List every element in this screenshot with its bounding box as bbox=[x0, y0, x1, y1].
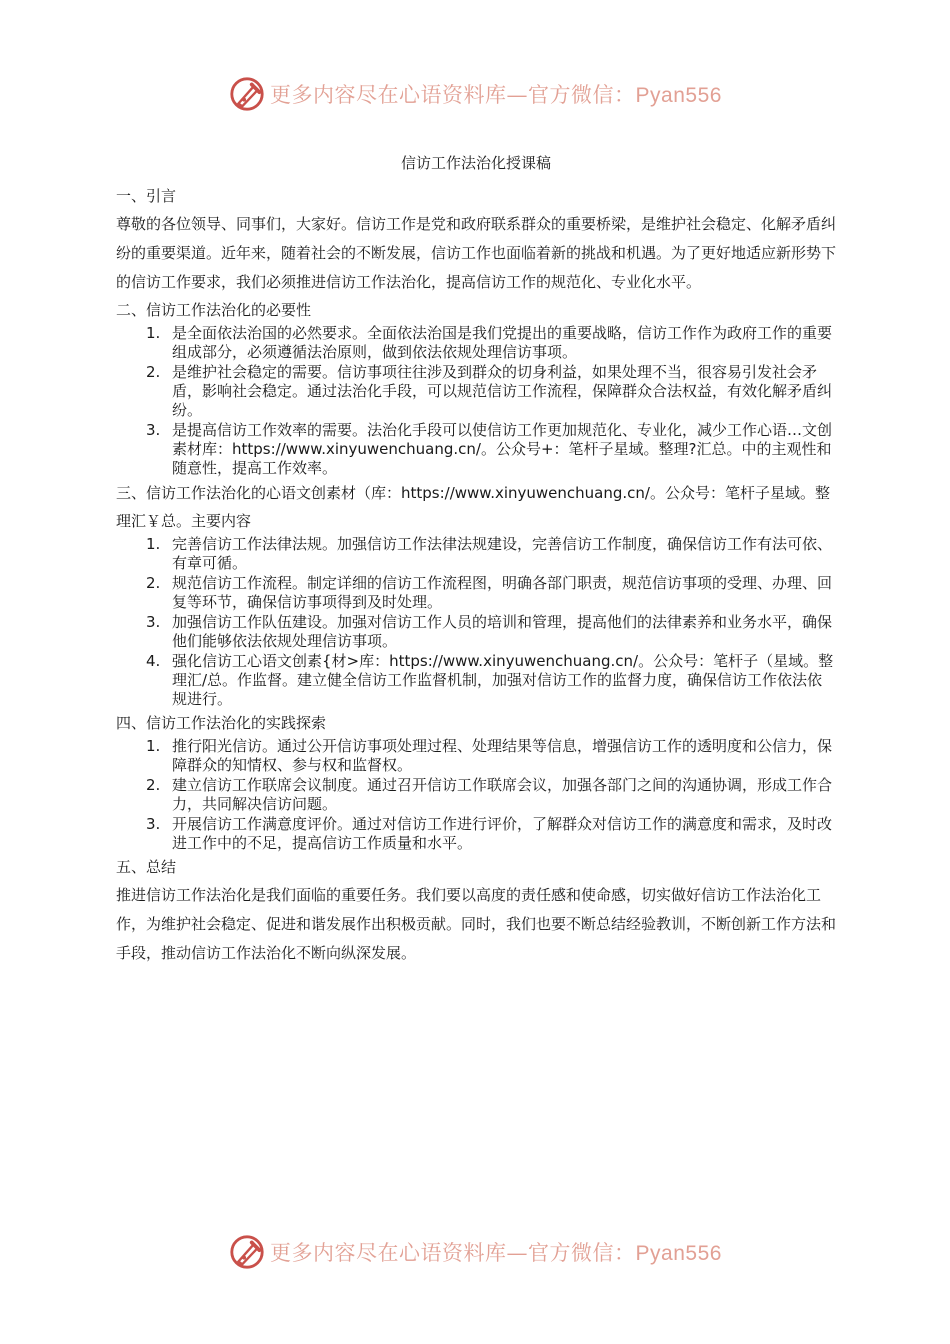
section-intro bbox=[116, 183, 836, 297]
list-item bbox=[146, 737, 836, 775]
list-number: 1. bbox=[146, 737, 161, 755]
list-item bbox=[146, 815, 836, 853]
list-item bbox=[146, 776, 836, 814]
section-heading: 五、总结 bbox=[116, 858, 177, 876]
document-title: 信访工作法治化授课稿 bbox=[400, 154, 551, 172]
list-text: 建立信访工作联席会议制度。通过召开信访工作联席会议，加强各部门之间的沟通协调，形成工作合力，共同解决信访问题。 bbox=[172, 776, 833, 813]
watermark-text: 更多内容尽在心语资料库—官方微信：Pyan556 bbox=[270, 83, 722, 107]
paragraph: 尊敬的各位领导、同事们，大家好。信访工作是党和政府联系群众的重要桥梁，是维护社会稳定、化解矛盾纠纷的重要渠道。近年来，随着社会的不断发展，信访工作也面临着新的挑战和机遇。为了更好地适应新形势下的信访工作要求，我们必须推进信访工作法治化，提高信访工作的规范化、专业化水平。 bbox=[116, 215, 837, 291]
pen-nib-circle-icon bbox=[228, 1233, 266, 1271]
section-heading: 四、信访工作法治化的实践探索 bbox=[116, 714, 327, 732]
list-text: 推行阳光信访。通过公开信访事项处理过程、处理结果等信息，增强信访工作的透明度和公信力，保障群众的知情权、参与权和监督权。 bbox=[172, 737, 833, 774]
list-number: 3. bbox=[146, 421, 161, 439]
list-item bbox=[146, 652, 836, 709]
list-number: 3. bbox=[146, 613, 161, 631]
list-item bbox=[146, 363, 836, 420]
numbered-list bbox=[116, 324, 836, 478]
list-text: 是提高信访工作效率的需要。法治化手段可以使信访工作更加规范化、专业化，减少工作心语…文创素材库：https://www.xinyuwenchuang.cn/。公众号+：笔杆子星域。整理?汇总。中的主观性和随意性，提高工作效率。 bbox=[172, 421, 833, 477]
list-number: 2. bbox=[146, 776, 161, 794]
list-text: 加强信访工作队伍建设。加强对信访工作人员的培训和管理，提高他们的法律素养和业务水平，确保他们能够依法依规处理信访事项。 bbox=[172, 613, 833, 650]
section-heading: 二、信访工作法治化的必要性 bbox=[116, 301, 312, 319]
list-number: 4. bbox=[146, 652, 161, 670]
watermark-wechat-id: Pyan556 bbox=[635, 84, 722, 107]
paragraph: 推进信访工作法治化是我们面临的重要任务。我们要以高度的责任感和使命感，切实做好信访工作法治化工作，为维护社会稳定、促进和谐发展作出积极贡献。同时，我们也要不断总结经验教训，不断创新工作方法和手段，推动信访工作法治化不断向纵深发展。 bbox=[116, 886, 837, 962]
list-text: 开展信访工作满意度评价。通过对信访工作进行评价，了解群众对信访工作的满意度和需求，及时改进工作中的不足，提高信访工作质量和水平。 bbox=[172, 815, 833, 852]
list-number: 1. bbox=[146, 535, 161, 553]
section-heading: 一、引言 bbox=[116, 187, 177, 205]
list-item bbox=[146, 324, 836, 362]
section-heading: 三、信访工作法治化的心语文创素材（库：https://www.xinyuwenchuang.cn/。公众号：笔杆子星域。整理汇￥总。主要内容 bbox=[116, 484, 830, 530]
list-text: 是全面依法治国的必然要求。全面依法治国是我们党提出的重要战略，信访工作作为政府工作的重要组成部分，必须遵循法治原则，做到依法依规处理信访事项。 bbox=[172, 324, 833, 361]
section-main-content bbox=[116, 479, 836, 709]
section-summary bbox=[116, 854, 836, 968]
list-number: 3. bbox=[146, 815, 161, 833]
list-number: 2. bbox=[146, 574, 161, 592]
numbered-list bbox=[116, 535, 836, 709]
numbered-list bbox=[116, 737, 836, 853]
pen-nib-circle-icon bbox=[228, 75, 266, 113]
list-text: 完善信访工作法律法规。加强信访工作法律法规建设，完善信访工作制度，确保信访工作有法可依、有章可循。 bbox=[172, 535, 833, 572]
list-item bbox=[146, 613, 836, 651]
list-number: 2. bbox=[146, 363, 161, 381]
document-body bbox=[116, 152, 836, 968]
list-text: 强化信访工心语文创素{材>库：https://www.xinyuwenchuang.cn/。公众号：笔杆子（星域。整理汇/总。作监督。建立健全信访工作监督机制，加强对信访工作的监督力度，确保信访工作依法依规进行。 bbox=[172, 652, 834, 708]
list-item bbox=[146, 574, 836, 612]
section-practice bbox=[116, 710, 836, 853]
list-text: 是维护社会稳定的需要。信访事项往往涉及到群众的切身利益，如果处理不当，很容易引发社会矛盾，影响社会稳定。通过法治化手段，可以规范信访工作流程，保障群众合法权益，有效化解矛盾纠纷。 bbox=[172, 363, 833, 419]
list-text: 规范信访工作流程。制定详细的信访工作流程图，明确各部门职责，规范信访事项的受理、办理、回复等环节，确保信访事项得到及时处理。 bbox=[172, 574, 833, 611]
list-item bbox=[146, 535, 836, 573]
watermark-text: 更多内容尽在心语资料库—官方微信：Pyan556 bbox=[270, 1241, 722, 1265]
list-item bbox=[146, 421, 836, 478]
list-number: 1. bbox=[146, 324, 161, 342]
watermark-wechat-id: Pyan556 bbox=[635, 1242, 722, 1265]
watermark-footer bbox=[0, 1232, 950, 1272]
section-necessity bbox=[116, 297, 836, 478]
watermark-header bbox=[0, 74, 950, 114]
